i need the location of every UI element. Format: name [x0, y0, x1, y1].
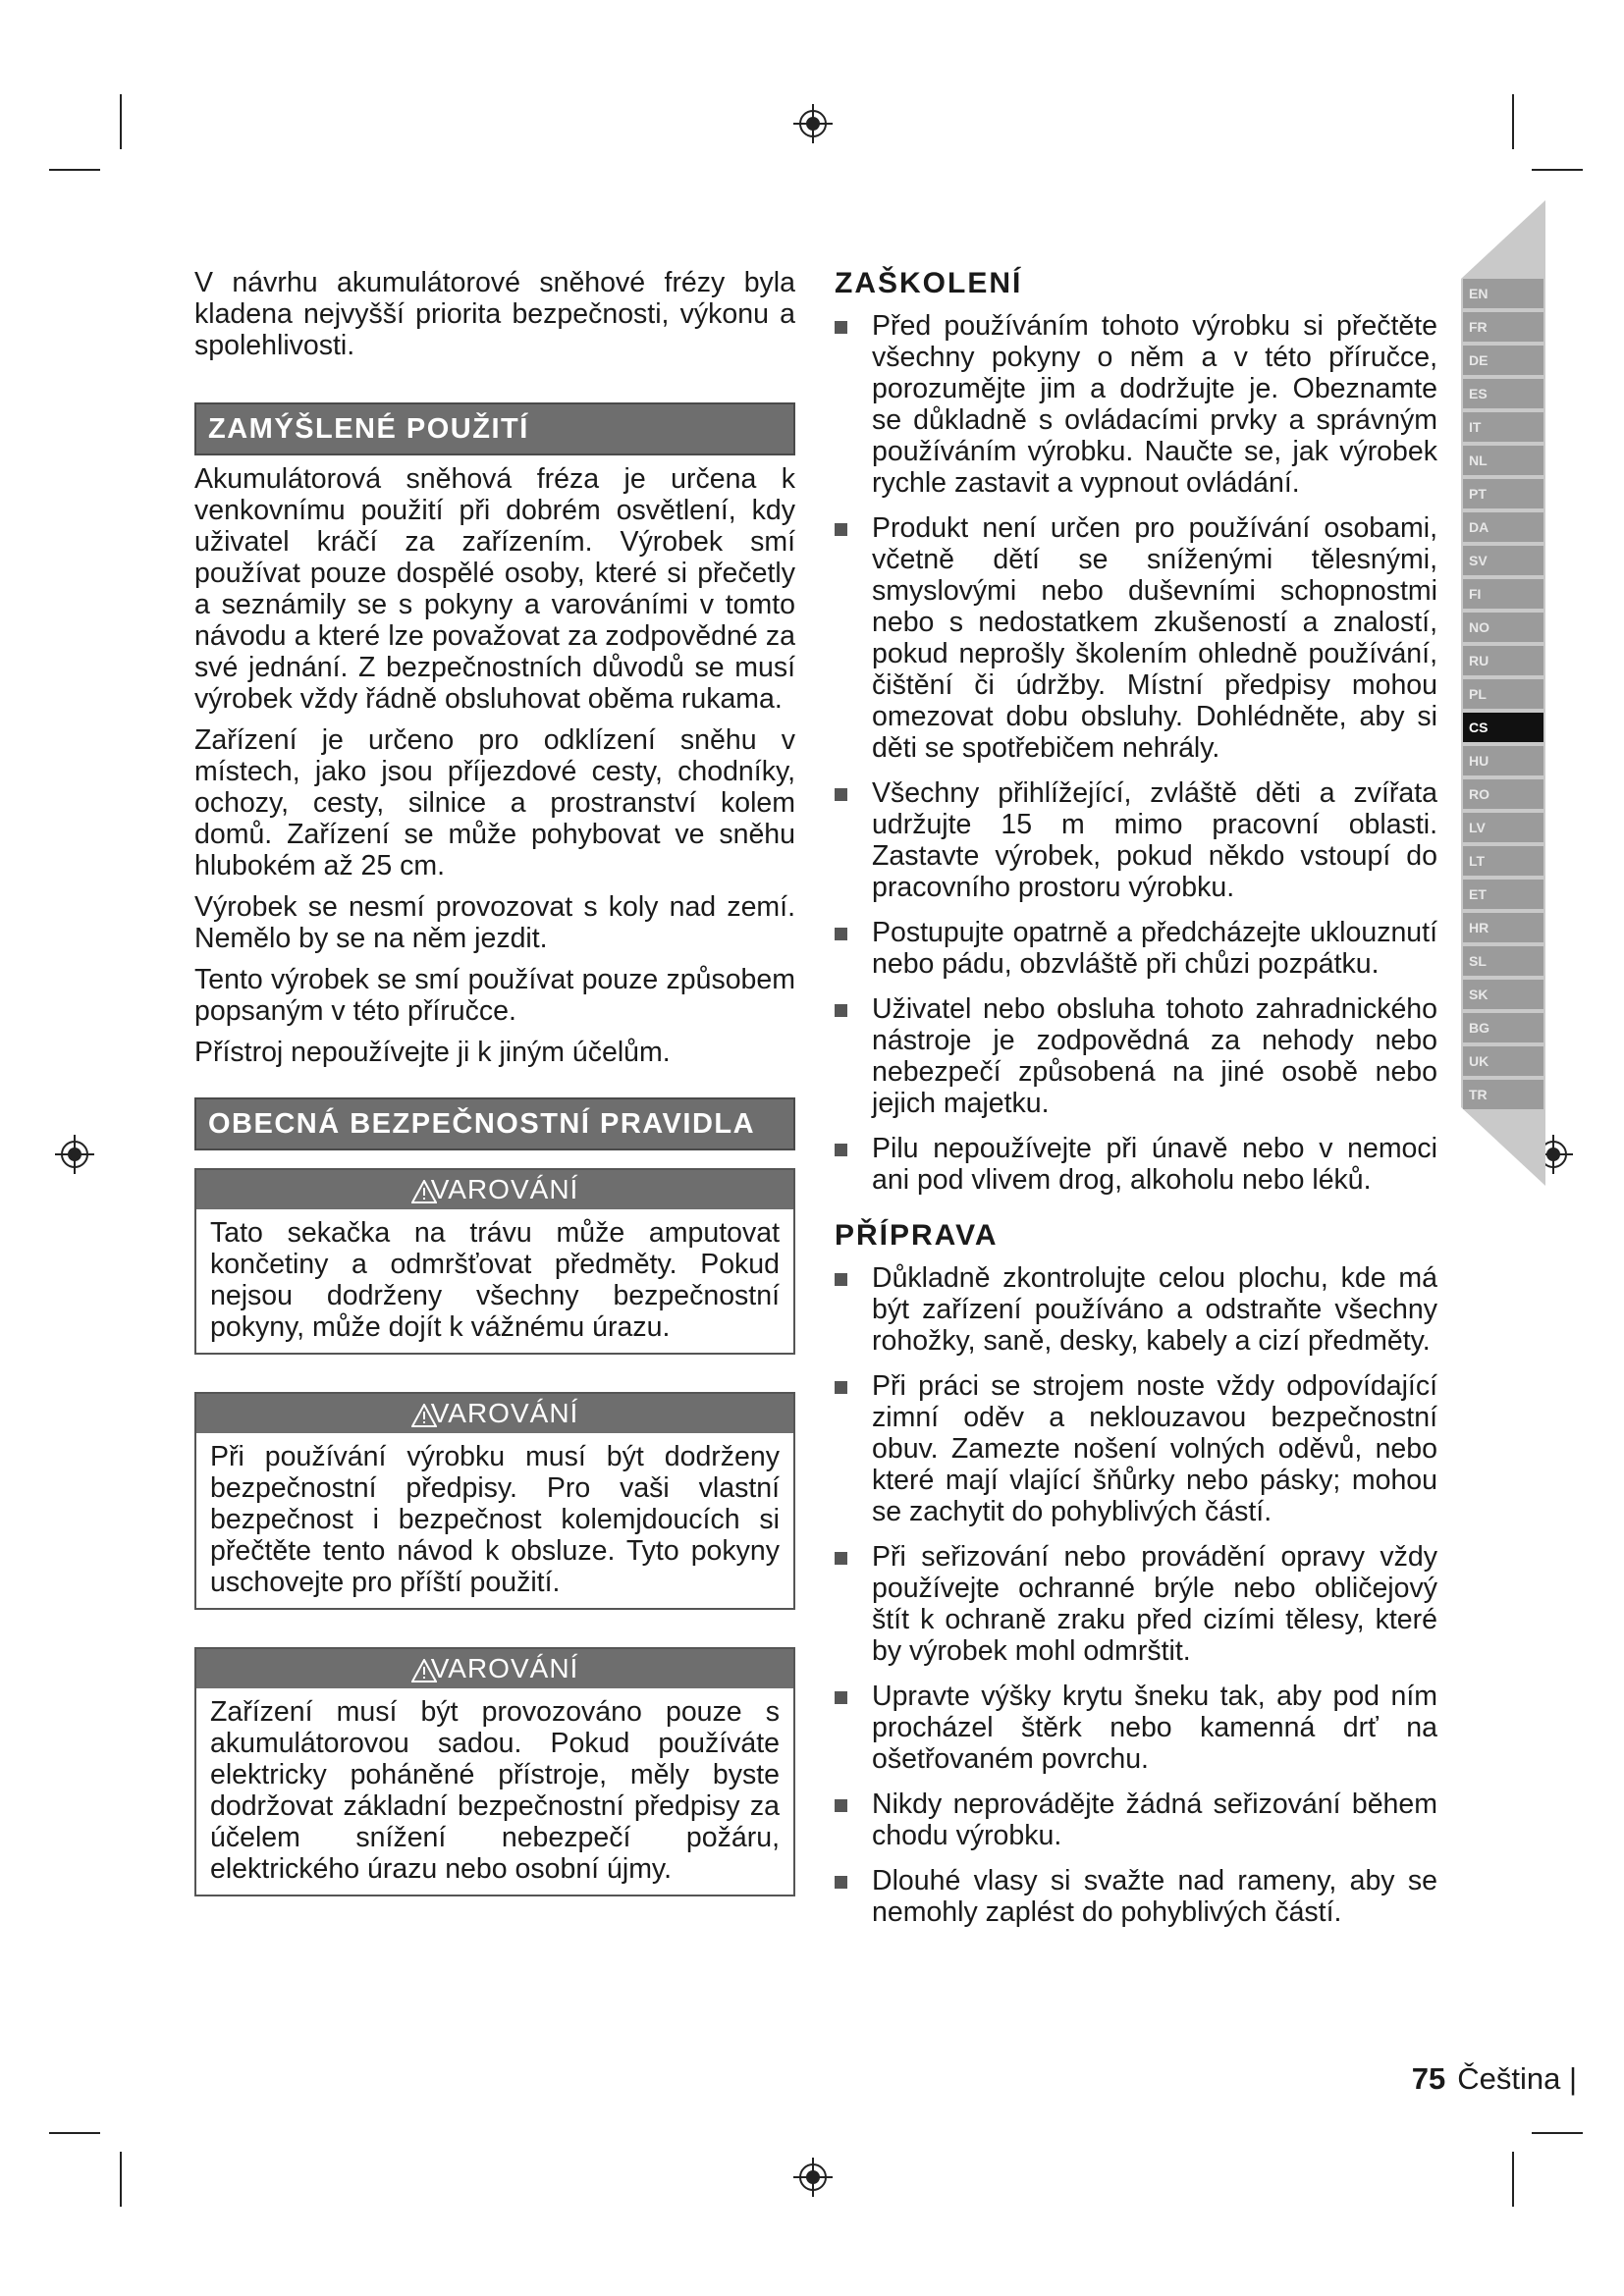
- warning-title: VAROVÁNÍ: [430, 1174, 579, 1204]
- language-tab: HR: [1463, 913, 1543, 942]
- language-tab: RO: [1463, 779, 1543, 809]
- language-tab: RU: [1463, 646, 1543, 675]
- language-tab: SV: [1463, 546, 1543, 575]
- warning-box: [194, 1647, 795, 1896]
- crop-mark: [120, 94, 122, 149]
- list-item: Pilu nepoužívejte při únavě nebo v nemoci ani pod vlivem drog, alkoholu nebo léků.: [835, 1133, 1437, 1196]
- list-item: Uživatel nebo obsluha tohoto zahradnického nástroje je zodpovědná za nehody nebo nebezpečí způsobená na jiné osobě nebo jejich majetku.: [835, 993, 1437, 1119]
- crop-mark: [1532, 2132, 1583, 2134]
- list-item: Dlouhé vlasy si svažte nad rameny, aby se nemohly zaplést do pohyblivých částí.: [835, 1865, 1437, 1928]
- warning-header: [196, 1649, 793, 1688]
- crop-mark: [1532, 169, 1583, 171]
- paragraph: Zařízení je určeno pro odklízení sněhu v místech, jako jsou příjezdové cesty, chodníky, ochozy, cesty, silnice a prostranství kolem domů. Zařízení se může pohybovat ve sněhu hlubokém až 25 cm.: [194, 724, 795, 881]
- registration-mark-icon: [791, 2156, 835, 2199]
- warning-text: Zařízení musí být provozováno pouze s akumulátorovou sadou. Pokud používáte elektricky poháněné přístroje, měly byste dodržovat základní bezpečnostní předpisy za účelem snížení nebezpečí požáru, elektrického úrazu nebo osobní újmy.: [210, 1696, 780, 1885]
- warning-header: [196, 1394, 793, 1433]
- language-tab: EN: [1463, 279, 1543, 308]
- paragraph: Tento výrobek se smí používat pouze způsobem popsaným v této příručce.: [194, 964, 795, 1027]
- registration-mark-icon: [53, 1133, 96, 1176]
- page-footer: [1412, 2061, 1577, 2097]
- language-tab: LV: [1463, 813, 1543, 842]
- crop-mark: [1512, 2152, 1514, 2207]
- list-item: Všechny přihlížející, zvláště děti a zvířata udržujte 15 m mimo pracovní oblasti. Zastavte výrobek, pokud někdo vstoupí do pracovního prostoru výrobku.: [835, 777, 1437, 903]
- crop-mark: [120, 2152, 122, 2207]
- crop-mark: [49, 169, 100, 171]
- training-list: [835, 310, 1437, 1196]
- language-tab-active: CS: [1463, 713, 1543, 742]
- list-item: Při práci se strojem noste vždy odpovídající zimní oděv a neklouzavou bezpečnostní obuv. Zamezte nošení volných oděvů, nebo které mají vlající šňůrky nebo pásky; mohou se zachytit do pohyblivých částí.: [835, 1370, 1437, 1527]
- preparation-list: [835, 1262, 1437, 1928]
- language-tab: NO: [1463, 613, 1543, 642]
- language-tab: BG: [1463, 1013, 1543, 1042]
- list-item: Důkladně zkontrolujte celou plochu, kde má být zařízení používáno a odstraňte všechny rohožky, saně, desky, kabely a cizí předměty.: [835, 1262, 1437, 1357]
- paragraph: Výrobek se nesmí provozovat s koly nad zemí. Nemělo by se na něm jezdit.: [194, 891, 795, 954]
- language-tab: NL: [1463, 446, 1543, 475]
- language-tab: SK: [1463, 980, 1543, 1009]
- paragraph: Akumulátorová sněhová fréza je určena k venkovnímu použití při dobrém osvětlení, kdy uživatel kráčí za zařízením. Výrobek smí používat pouze dospělé osoby, které si přečetly a seznámily se s pokyny a varováními v tomto návodu a které lze považovat za zodpovědné za své jednání. Z bezpečnostních důvodů se musí výrobek vždy řádně obsluhovat oběma rukama.: [194, 463, 795, 715]
- section-heading-training: ZAŠKOLENÍ: [835, 267, 1023, 299]
- warning-box: [194, 1392, 795, 1610]
- paragraph: Přístroj nepoužívejte ji k jiným účelům.: [194, 1037, 671, 1068]
- list-item: Produkt není určen pro používání osobami, včetně dětí se sníženými tělesnými, smyslovými nebo duševními schopnostmi nebo s nedostatkem zkušeností a znalostí, pokud neprošly školením ohledně používání, čištění či údržby. Místní předpisy mohou omezovat dobu obsluhy. Dohlédněte, aby si děti se spotřebičem nehrály.: [835, 512, 1437, 764]
- list-item: Postupujte opatrně a předcházejte uklouznutí nebo pádu, obzvláště při chůzi pozpátku.: [835, 917, 1437, 980]
- language-tab: PT: [1463, 479, 1543, 508]
- warning-text: Tato sekačka na trávu může amputovat končetiny a odmršťovat předměty. Pokud nejsou dodrženy všechny bezpečnostní pokyny, může dojít k vážnému úrazu.: [210, 1217, 780, 1343]
- page-number: 75: [1411, 2061, 1446, 2096]
- warning-title: VAROVÁNÍ: [430, 1398, 579, 1428]
- language-tab: ET: [1463, 880, 1543, 909]
- registration-mark-icon: [791, 102, 835, 145]
- section-heading-preparation: PŘÍPRAVA: [835, 1219, 999, 1252]
- warning-title: VAROVÁNÍ: [430, 1653, 579, 1683]
- language-tab: PL: [1463, 679, 1543, 709]
- language-tab: DE: [1463, 346, 1543, 375]
- list-item: Nikdy neprovádějte žádná seřizování během chodu výrobku.: [835, 1789, 1437, 1851]
- list-item: Při seřizování nebo provádění opravy vždy používejte ochranné brýle nebo obličejový štít k ochraně zraku před cizími tělesy, které by výrobek mohl odmrštit.: [835, 1541, 1437, 1667]
- language-tab: FI: [1463, 579, 1543, 609]
- section-heading-intended-use: ZAMÝŠLENÉ POUŽITÍ: [194, 402, 795, 455]
- section-heading-general-safety: OBECNÁ BEZPEČNOSTNÍ PRAVIDLA: [194, 1097, 795, 1150]
- language-tab: HU: [1463, 746, 1543, 775]
- language-tab: DA: [1463, 512, 1543, 542]
- language-tab: TR: [1463, 1080, 1543, 1109]
- list-item: Upravte výšky krytu šneku tak, aby pod ním procházel štěrk nebo kamenná drť na ošetřovaném povrchu.: [835, 1681, 1437, 1775]
- left-column: [194, 267, 795, 1934]
- crop-mark: [49, 2132, 100, 2134]
- language-tabs: [1463, 279, 1543, 1113]
- warning-box: [194, 1168, 795, 1355]
- warning-header: [196, 1170, 793, 1209]
- list-item: Před používáním tohoto výrobku si přečtěte všechny pokyny o něm a v této příručce, porozumějte jim a dodržujte je. Obeznamte se důkladně s ovládacími prvky a správným používáním výrobku. Naučte se, jak výrobek rychle zastavit a vypnout ovládání.: [835, 310, 1437, 499]
- language-tab: IT: [1463, 412, 1543, 442]
- crop-mark: [1512, 94, 1514, 149]
- intro-paragraph: V návrhu akumulátorové sněhové frézy byla kladena nejvyšší priorita bezpečnosti, výkonu a spolehlivosti.: [194, 267, 795, 361]
- language-tab: LT: [1463, 846, 1543, 876]
- right-column: [835, 267, 1437, 1942]
- footer-language: Čeština |: [1457, 2061, 1577, 2096]
- warning-text: Při používání výrobku musí být dodrženy bezpečnostní předpisy. Pro vaši vlastní bezpečnost i bezpečnost kolemjdoucích si přečtěte tento návod k obsluze. Tyto pokyny uschovejte pro příští použití.: [210, 1441, 780, 1598]
- language-tab: FR: [1463, 312, 1543, 342]
- language-tab: SL: [1463, 946, 1543, 976]
- language-tab: ES: [1463, 379, 1543, 408]
- language-tab: UK: [1463, 1046, 1543, 1076]
